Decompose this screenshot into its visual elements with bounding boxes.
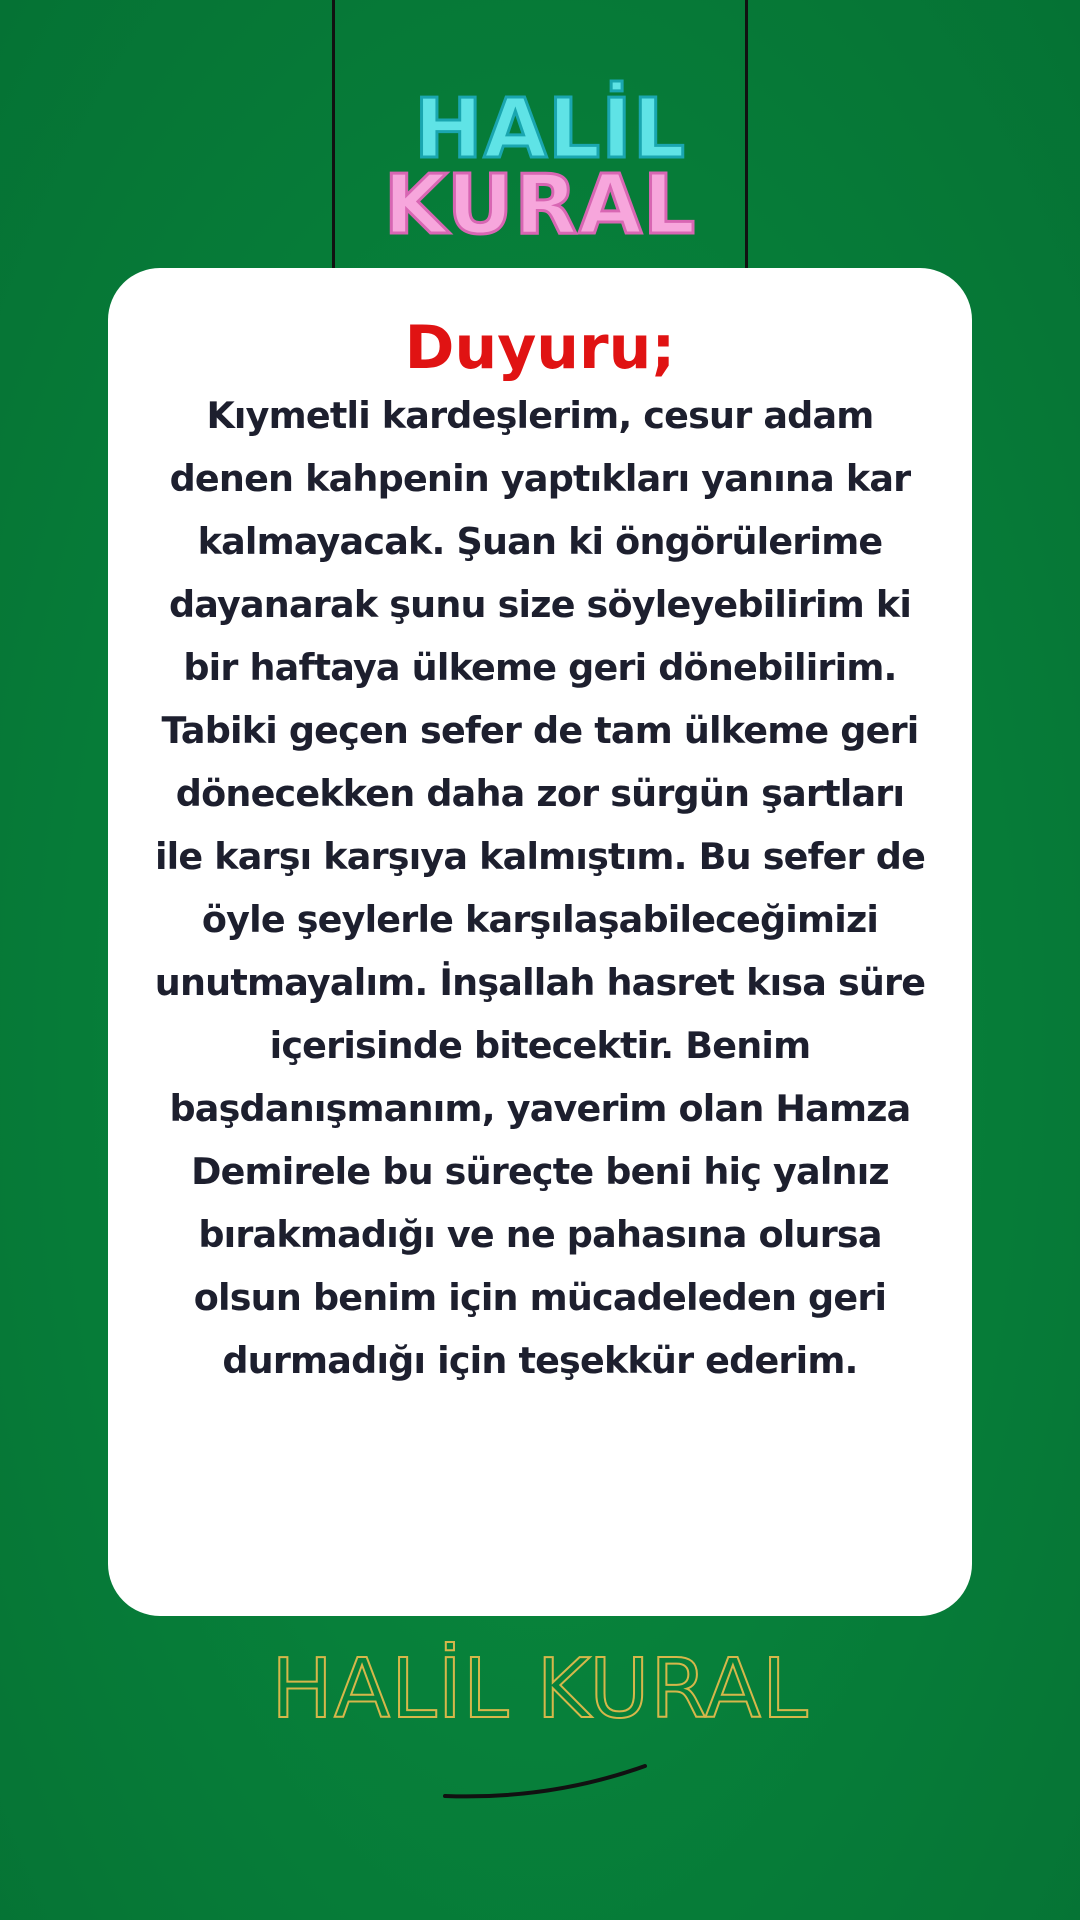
- announcement-card: [108, 268, 972, 1616]
- logo-line-second: KURAL: [383, 158, 697, 253]
- announcement-body: Kıymetli kardeşlerim, cesur adam denen kahpenin yaptıkları yanına kar kalmayacak. Şuan ki öngörülerime dayanarak şunu size söyleyebilirim ki bir haftaya ülkeme geri dönebilirim. Tabiki geçen sefer de tam ülkeme geri dönecekken daha zor sürgün şartları ile karşı karşıya kalmıştım. Bu sefer de öyle şeylerle karşılaşabileceğimizi unutmayalım. İnşallah hasret kısa süre içerisinde bitecektir. Benim başdanışmanım, yaverim olan Hamza Demirele bu süreçte beni hiç yalnız bırakmadığı ve ne pahasına olursa olsun benim için mücadeleden geri durmadığı için teşekkür ederim.: [154, 394, 926, 1382]
- brand-logo: [0, 82, 1080, 253]
- swoosh-decoration: [440, 1756, 650, 1806]
- announcement-title: Duyuru;: [404, 313, 676, 383]
- footer-name: HALİL KURAL: [271, 1642, 809, 1737]
- logo-line-first: HALİL: [413, 82, 687, 177]
